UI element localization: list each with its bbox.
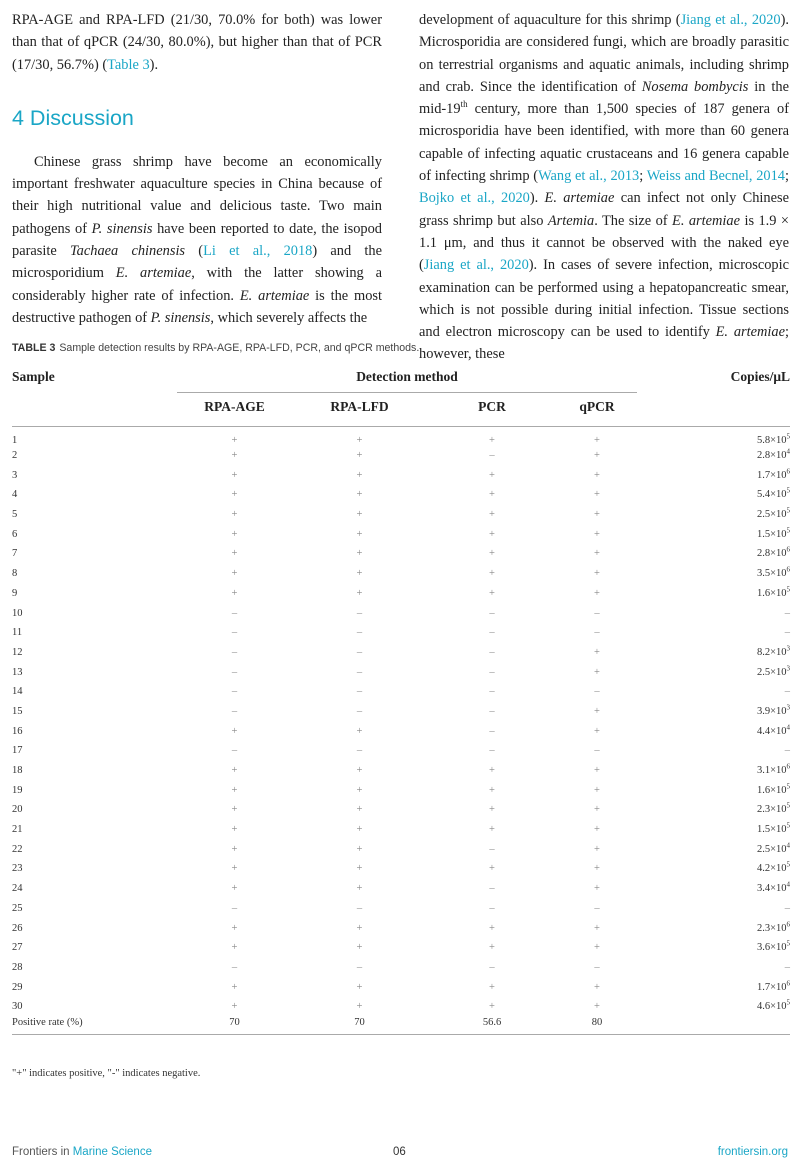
table-row bbox=[12, 958, 790, 978]
result-cell: – bbox=[594, 686, 600, 698]
table-footnote: "+" indicates positive, "-" indicates negative. bbox=[12, 1068, 201, 1079]
result-cell: + bbox=[594, 942, 600, 954]
result-cell: – bbox=[231, 607, 238, 619]
copies-cell: $2.8\times 10^4$ bbox=[756, 447, 790, 462]
copies-cell: – bbox=[784, 686, 790, 698]
sample-id: 2 bbox=[12, 450, 18, 462]
sample-id: 6 bbox=[12, 528, 18, 540]
copies-cell: $1.6\times 10^5$ bbox=[756, 782, 790, 796]
sample-id: 17 bbox=[12, 745, 23, 757]
result-cell: + bbox=[231, 469, 238, 481]
result-cell: + bbox=[489, 863, 495, 875]
table-row bbox=[12, 800, 790, 820]
result-cell: – bbox=[489, 666, 495, 678]
table-row bbox=[12, 584, 790, 604]
result-cell: + bbox=[231, 883, 238, 895]
result-cell: + bbox=[489, 568, 495, 580]
sample-id: 21 bbox=[12, 824, 23, 836]
result-cell: – bbox=[594, 961, 600, 973]
method-header-rpa-age: RPA-AGE bbox=[177, 392, 292, 426]
result-cell: + bbox=[231, 725, 238, 737]
result-cell: + bbox=[594, 666, 600, 678]
result-cell: + bbox=[594, 528, 600, 540]
result-cell: + bbox=[489, 765, 495, 777]
result-cell: – bbox=[489, 883, 495, 895]
result-cell: + bbox=[594, 434, 600, 446]
table-row bbox=[12, 721, 790, 741]
table-row bbox=[12, 780, 790, 800]
result-cell: – bbox=[356, 705, 363, 717]
page-number: 06 bbox=[393, 1146, 406, 1158]
result-cell: – bbox=[489, 686, 495, 698]
result-cell: + bbox=[356, 922, 363, 934]
sample-id: 9 bbox=[12, 587, 18, 599]
result-cell: + bbox=[356, 824, 363, 836]
copies-cell: $4.6\times 10^5$ bbox=[756, 998, 790, 1013]
result-cell: – bbox=[489, 705, 495, 717]
citation-link[interactable]: Wang et al., 2013 bbox=[538, 168, 640, 185]
table-row bbox=[12, 564, 790, 584]
result-cell: + bbox=[594, 705, 600, 717]
table-row bbox=[12, 899, 790, 919]
result-cell: + bbox=[356, 804, 363, 816]
result-cell: + bbox=[231, 804, 238, 816]
copies-cell: – bbox=[784, 627, 790, 639]
copies-cell: $1.6\times 10^5$ bbox=[756, 585, 790, 599]
discussion-paragraph-continued: development of aquaculture for this shrimp (Jiang et al., 2020). Microsporidia are considered fungi, which are broadly parasitic on terrestrial organisms and aquatic animals, including shrimp and crab. Since the identification of Nosema bombycis in the mid-19th century, more than 1,500 species of 187 genera of microsporidia have been identified, with more than 60 genera capable of infecting aquatic crustaceans and 16 genera capable of infecting shrimp (Wang et al., 2013; Weiss and Becnel, 2014; Bojko et al., 2020). E. artemiae can infect not only Chinese grass shrimp but also Artemia. The size of E. artemiae is 1.9 × 1.1 μm, and thus it cannot be observed with the naked eye (Jiang et al., 2020). In cases of severe infection, microscopic examination can be performed using a hepatopancreatic smear, which is not possible during initial infection. Tissue sections and electron microscopy can be used to identify E. artemiae; however, these bbox=[419, 12, 790, 363]
result-cell: + bbox=[356, 450, 363, 462]
right-column bbox=[419, 9, 789, 366]
table-row bbox=[12, 643, 790, 663]
copies-cell: – bbox=[784, 902, 790, 914]
result-cell: + bbox=[489, 587, 495, 599]
table-row bbox=[12, 446, 790, 466]
copies-cell: – bbox=[784, 961, 790, 973]
table-row bbox=[12, 879, 790, 899]
sample-id: 18 bbox=[12, 765, 23, 777]
result-cell: – bbox=[231, 666, 238, 678]
sample-id: 27 bbox=[12, 942, 23, 954]
results-paragraph: RPA-AGE and RPA-LFD (21/30, 70.0% for both) was lower than that of qPCR (24/30, 80.0%), but higher than that of PCR (17/30, 56.7%) (Table 3). bbox=[12, 12, 382, 73]
copies-cell: $4.2\times 10^5$ bbox=[756, 860, 790, 875]
result-cell: + bbox=[489, 548, 495, 560]
citation-link[interactable]: Weiss and Becnel, 2014 bbox=[646, 168, 786, 185]
table-row bbox=[12, 524, 790, 544]
result-cell: + bbox=[356, 434, 363, 446]
result-cell: + bbox=[594, 646, 600, 658]
result-cell: + bbox=[356, 489, 363, 501]
result-cell: – bbox=[594, 902, 600, 914]
result-cell: – bbox=[356, 646, 363, 658]
result-cell: – bbox=[489, 450, 495, 462]
positive-rate-value: 80 bbox=[591, 1016, 603, 1028]
detection-method-header: Detection method bbox=[356, 369, 458, 384]
result-cell: – bbox=[489, 725, 495, 737]
result-cell: + bbox=[231, 863, 238, 875]
result-cell: – bbox=[356, 902, 363, 914]
discussion-heading: 4 Discussion bbox=[12, 105, 134, 130]
result-cell: + bbox=[356, 981, 363, 993]
method-header-pcr: PCR bbox=[427, 392, 557, 426]
result-cell: – bbox=[489, 646, 495, 658]
result-cell: + bbox=[489, 784, 495, 796]
table-row bbox=[12, 918, 790, 938]
result-cell: – bbox=[231, 627, 238, 639]
result-cell: + bbox=[594, 450, 600, 462]
sample-id: 25 bbox=[12, 902, 23, 914]
sample-id: 23 bbox=[12, 863, 23, 875]
result-cell: + bbox=[231, 509, 238, 521]
result-cell: + bbox=[489, 1001, 495, 1013]
table-row bbox=[12, 761, 790, 781]
result-cell: + bbox=[231, 587, 238, 599]
result-cell: – bbox=[231, 902, 238, 914]
copies-cell: $3.5\times 10^6$ bbox=[756, 565, 790, 580]
result-cell: + bbox=[231, 450, 238, 462]
table-row bbox=[12, 859, 790, 879]
sample-id: 8 bbox=[12, 568, 18, 580]
result-cell: + bbox=[594, 489, 600, 501]
copies-cell: $2.5\times 10^5$ bbox=[756, 506, 790, 521]
copies-cell: $1.7\times 10^6$ bbox=[756, 979, 790, 993]
sample-id: 28 bbox=[12, 961, 23, 973]
sample-id: 15 bbox=[12, 705, 23, 717]
result-cell: + bbox=[594, 725, 600, 737]
result-cell: – bbox=[231, 745, 238, 757]
copies-cell: – bbox=[784, 607, 790, 619]
result-cell: – bbox=[489, 843, 495, 855]
result-cell: + bbox=[231, 548, 238, 560]
sample-id: 1 bbox=[12, 434, 18, 446]
result-cell: + bbox=[231, 489, 238, 501]
copies-cell: $3.9\times 10^3$ bbox=[756, 703, 790, 717]
sample-id: 14 bbox=[12, 686, 23, 698]
result-cell: + bbox=[594, 824, 600, 836]
table-row bbox=[12, 485, 790, 505]
result-cell: + bbox=[594, 548, 600, 560]
sample-id: 7 bbox=[12, 548, 18, 560]
copies-cell: $2.3\times 10^6$ bbox=[756, 920, 790, 934]
journal-name: Frontiers in Marine Science bbox=[12, 1146, 152, 1158]
results-table bbox=[12, 363, 790, 1035]
table-caption-text: Sample detection results by RPA-AGE, RPA-LFD, PCR, and qPCR methods. bbox=[59, 342, 420, 354]
result-cell: – bbox=[594, 607, 600, 619]
result-cell: + bbox=[231, 568, 238, 580]
copies-cell: $2.5\times 10^3$ bbox=[756, 664, 790, 678]
result-cell: – bbox=[356, 607, 363, 619]
citation-link[interactable]: Bojko et al., 2020 bbox=[419, 190, 530, 207]
sample-id: 29 bbox=[12, 981, 23, 993]
copies-cell: $1.7\times 10^6$ bbox=[756, 467, 790, 481]
result-cell: + bbox=[594, 863, 600, 875]
result-cell: + bbox=[489, 489, 495, 501]
result-cell: + bbox=[594, 568, 600, 580]
copies-cell: $8.2\times 10^3$ bbox=[756, 644, 790, 658]
copies-cell: $2.3\times 10^5$ bbox=[756, 801, 790, 816]
result-cell: + bbox=[356, 942, 363, 954]
copies-cell: $3.4\times 10^4$ bbox=[756, 880, 790, 895]
copies-cell: $3.6\times 10^5$ bbox=[756, 939, 790, 954]
table-row bbox=[12, 839, 790, 859]
result-cell: + bbox=[231, 981, 238, 993]
result-cell: + bbox=[356, 725, 363, 737]
citation-link[interactable]: Jiang et al., 2020 bbox=[680, 12, 781, 28]
sample-id: 4 bbox=[12, 489, 18, 501]
result-cell: + bbox=[489, 509, 495, 521]
result-cell: – bbox=[489, 902, 495, 914]
citation-link[interactable]: Jiang et al., 2020 bbox=[423, 257, 529, 274]
result-cell: – bbox=[594, 745, 600, 757]
result-cell: + bbox=[356, 843, 363, 855]
result-cell: – bbox=[356, 961, 363, 973]
result-cell: + bbox=[356, 765, 363, 777]
result-cell: + bbox=[594, 784, 600, 796]
result-cell: + bbox=[231, 843, 238, 855]
result-cell: – bbox=[231, 646, 238, 658]
result-cell: – bbox=[489, 745, 495, 757]
result-cell: + bbox=[594, 883, 600, 895]
result-cell: + bbox=[356, 509, 363, 521]
result-cell: – bbox=[489, 627, 495, 639]
copies-cell: $5.8\times 10^5$ bbox=[756, 432, 790, 446]
sample-id: 5 bbox=[12, 509, 18, 521]
result-cell: – bbox=[489, 961, 495, 973]
result-cell: – bbox=[356, 686, 363, 698]
sample-id: 19 bbox=[12, 784, 23, 796]
table-row bbox=[12, 505, 790, 525]
positive-rate-value: 70 bbox=[229, 1016, 240, 1028]
result-cell: + bbox=[489, 922, 495, 934]
result-cell: – bbox=[594, 627, 600, 639]
discussion-paragraph: Chinese grass shrimp have become an economically important freshwater aquaculture species in China because of their high nutritional value and delicious taste. Two main pathogens of P. sinensis have been reported to date, the isopod parasite Tachaea chinensis (Li et al., 2018) and the microsporidium E. artemiae, with the latter showing a considerably higher rate of infection. E. artemiae is the most destructive pathogen of P. sinensis, which severely affects the bbox=[12, 153, 383, 326]
result-cell: + bbox=[356, 528, 363, 540]
result-cell: + bbox=[231, 1001, 238, 1013]
result-cell: + bbox=[356, 784, 363, 796]
result-cell: + bbox=[489, 804, 495, 816]
result-cell: + bbox=[594, 922, 600, 934]
result-cell: + bbox=[594, 469, 600, 481]
table-caption bbox=[12, 342, 419, 354]
result-cell: + bbox=[489, 942, 495, 954]
table-row bbox=[12, 702, 790, 722]
result-cell: + bbox=[356, 548, 363, 560]
copies-cell: $1.5\times 10^5$ bbox=[756, 526, 790, 540]
table-row bbox=[12, 544, 790, 564]
result-cell: + bbox=[231, 434, 238, 446]
result-cell: + bbox=[489, 528, 495, 540]
copies-cell: $1.5\times 10^5$ bbox=[756, 821, 790, 836]
method-header-qpcr: qPCR bbox=[557, 392, 637, 426]
copies-cell: $5.4\times 10^5$ bbox=[756, 486, 790, 501]
table-row bbox=[12, 623, 790, 643]
result-cell: + bbox=[594, 1001, 600, 1013]
result-cell: + bbox=[489, 981, 495, 993]
table-row bbox=[12, 603, 790, 623]
table-row bbox=[12, 465, 790, 485]
result-cell: + bbox=[489, 824, 495, 836]
sample-id: 22 bbox=[12, 843, 23, 855]
table-row bbox=[12, 820, 790, 840]
result-cell: + bbox=[356, 568, 363, 580]
site-link[interactable]: frontiersin.org bbox=[717, 1146, 788, 1158]
table-row bbox=[12, 741, 790, 761]
positive-rate-label: Positive rate (%) bbox=[12, 1016, 83, 1028]
result-cell: + bbox=[356, 863, 363, 875]
table-row bbox=[12, 977, 790, 997]
sample-id: 26 bbox=[12, 922, 23, 934]
result-cell: – bbox=[231, 961, 238, 973]
result-cell: + bbox=[356, 587, 363, 599]
left-column bbox=[12, 9, 382, 329]
result-cell: + bbox=[356, 883, 363, 895]
result-cell: + bbox=[594, 981, 600, 993]
result-cell: + bbox=[594, 587, 600, 599]
positive-rate-value: 56.6 bbox=[482, 1016, 502, 1028]
result-cell: + bbox=[231, 824, 238, 836]
positive-rate-row bbox=[12, 1017, 790, 1035]
sample-id: 12 bbox=[12, 646, 23, 658]
result-cell: + bbox=[594, 804, 600, 816]
result-cell: + bbox=[489, 469, 495, 481]
sample-id: 24 bbox=[12, 883, 23, 895]
table-row bbox=[12, 938, 790, 958]
citation-link[interactable]: Li et al., 2018 bbox=[203, 243, 313, 260]
copies-cell: $2.5\times 10^4$ bbox=[756, 841, 790, 855]
sample-id: 13 bbox=[12, 666, 23, 678]
result-cell: – bbox=[231, 686, 238, 698]
table-3-link[interactable]: Table 3 bbox=[107, 56, 150, 73]
result-cell: + bbox=[594, 509, 600, 521]
sample-id: 10 bbox=[12, 607, 23, 619]
result-cell: – bbox=[356, 745, 363, 757]
result-cell: + bbox=[231, 922, 238, 934]
sample-header: Sample bbox=[12, 369, 55, 384]
copies-cell: $4.4\times 10^4$ bbox=[756, 723, 790, 737]
result-cell: + bbox=[489, 434, 495, 446]
table-row bbox=[12, 426, 790, 446]
table-row bbox=[12, 997, 790, 1017]
result-cell: + bbox=[231, 765, 238, 777]
copies-header: Copies/μL bbox=[730, 369, 790, 384]
copies-cell: $3.1\times 10^6$ bbox=[756, 762, 790, 777]
result-cell: + bbox=[231, 942, 238, 954]
result-cell: + bbox=[356, 1001, 363, 1013]
sample-id: 11 bbox=[12, 627, 23, 639]
result-cell: – bbox=[231, 705, 238, 717]
table-row bbox=[12, 662, 790, 682]
result-cell: + bbox=[356, 469, 363, 481]
result-cell: + bbox=[594, 843, 600, 855]
result-cell: + bbox=[231, 784, 238, 796]
result-cell: – bbox=[356, 627, 363, 639]
result-cell: + bbox=[231, 528, 238, 540]
result-cell: + bbox=[594, 765, 600, 777]
sample-id: 16 bbox=[12, 725, 23, 737]
positive-rate-value: 70 bbox=[354, 1016, 365, 1028]
result-cell: – bbox=[356, 666, 363, 678]
table-label: TABLE 3 bbox=[12, 342, 56, 354]
sample-id: 30 bbox=[12, 1001, 23, 1013]
copies-cell: $2.8\times 10^6$ bbox=[756, 545, 790, 560]
sample-id: 3 bbox=[12, 469, 18, 481]
copies-cell: – bbox=[784, 745, 790, 757]
sample-id: 20 bbox=[12, 804, 23, 816]
result-cell: – bbox=[489, 607, 495, 619]
table-body bbox=[12, 426, 790, 1017]
method-header-rpa-lfd: RPA-LFD bbox=[292, 392, 427, 426]
table-row bbox=[12, 682, 790, 702]
